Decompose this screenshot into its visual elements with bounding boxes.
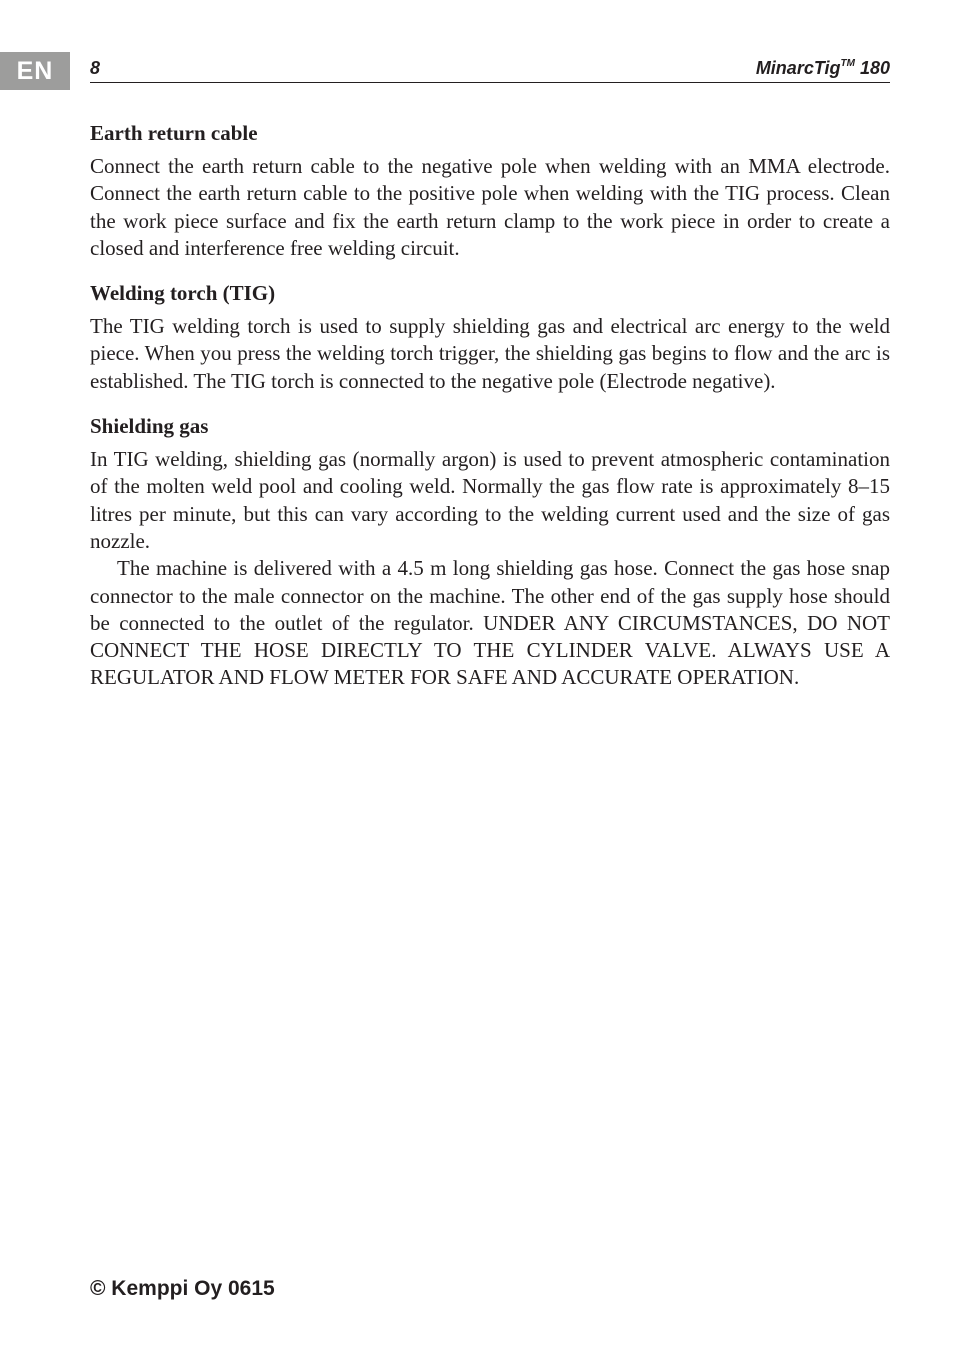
section-heading: Shielding gas (90, 414, 209, 439)
page-number: 8 (90, 58, 101, 78)
language-label: EN (16, 56, 54, 85)
section-shielding-gas (90, 413, 890, 692)
page-content (90, 120, 890, 710)
copyright-footer: © Kemppi Oy 0615 (90, 1277, 275, 1300)
section-paragraph: Connect the earth return cable to the negative pole when welding with an MMA electrode. Connect the earth return cable to the positive pole when welding with the TIG process. Clean the work piece surface and fix the earth return clamp to the work piece in order to create a closed and interference free welding circuit. (90, 154, 890, 260)
product-name: MinarcTig (755, 58, 841, 78)
section-earth-return-cable (90, 120, 890, 262)
section-welding-torch (90, 280, 890, 395)
product-model: 180 (854, 58, 890, 78)
section-heading: Welding torch (TIG) (90, 281, 276, 306)
page-header (90, 56, 890, 83)
section-paragraph: The TIG welding torch is used to supply shielding gas and electrical arc energy to the weld piece. When you press the welding torch trigger, the shielding gas begins to flow and the arc is established. The TIG torch is connected to the negative pole (Electrode negative). (90, 314, 890, 393)
section-paragraph: In TIG welding, shielding gas (normally argon) is used to prevent atmospheric contamination of the molten weld pool and cooling weld. Normally the gas flow rate is approximately 8–15 litres per minute, but this can vary according to the welding current used and the size of gas nozzle. (90, 447, 890, 553)
section-paragraph: The machine is delivered with a 4.5 m long shielding gas hose. Connect the gas hose snap connector to the male connector on the machine. The other end of the gas supply hose should be connected to the outlet of the regulator. UNDER ANY CIRCUMSTANCES, DO NOT CONNECT THE HOSE DIRECTLY TO THE CYLINDER VALVE. ALWAYS USE A REGULATOR AND FLOW METER FOR SAFE AND ACCURATE OPERATION. (90, 556, 890, 690)
product-title (756, 58, 890, 79)
section-heading: Earth return cable (90, 121, 258, 145)
trademark-mark: TM (840, 58, 855, 69)
language-tab (0, 52, 70, 90)
